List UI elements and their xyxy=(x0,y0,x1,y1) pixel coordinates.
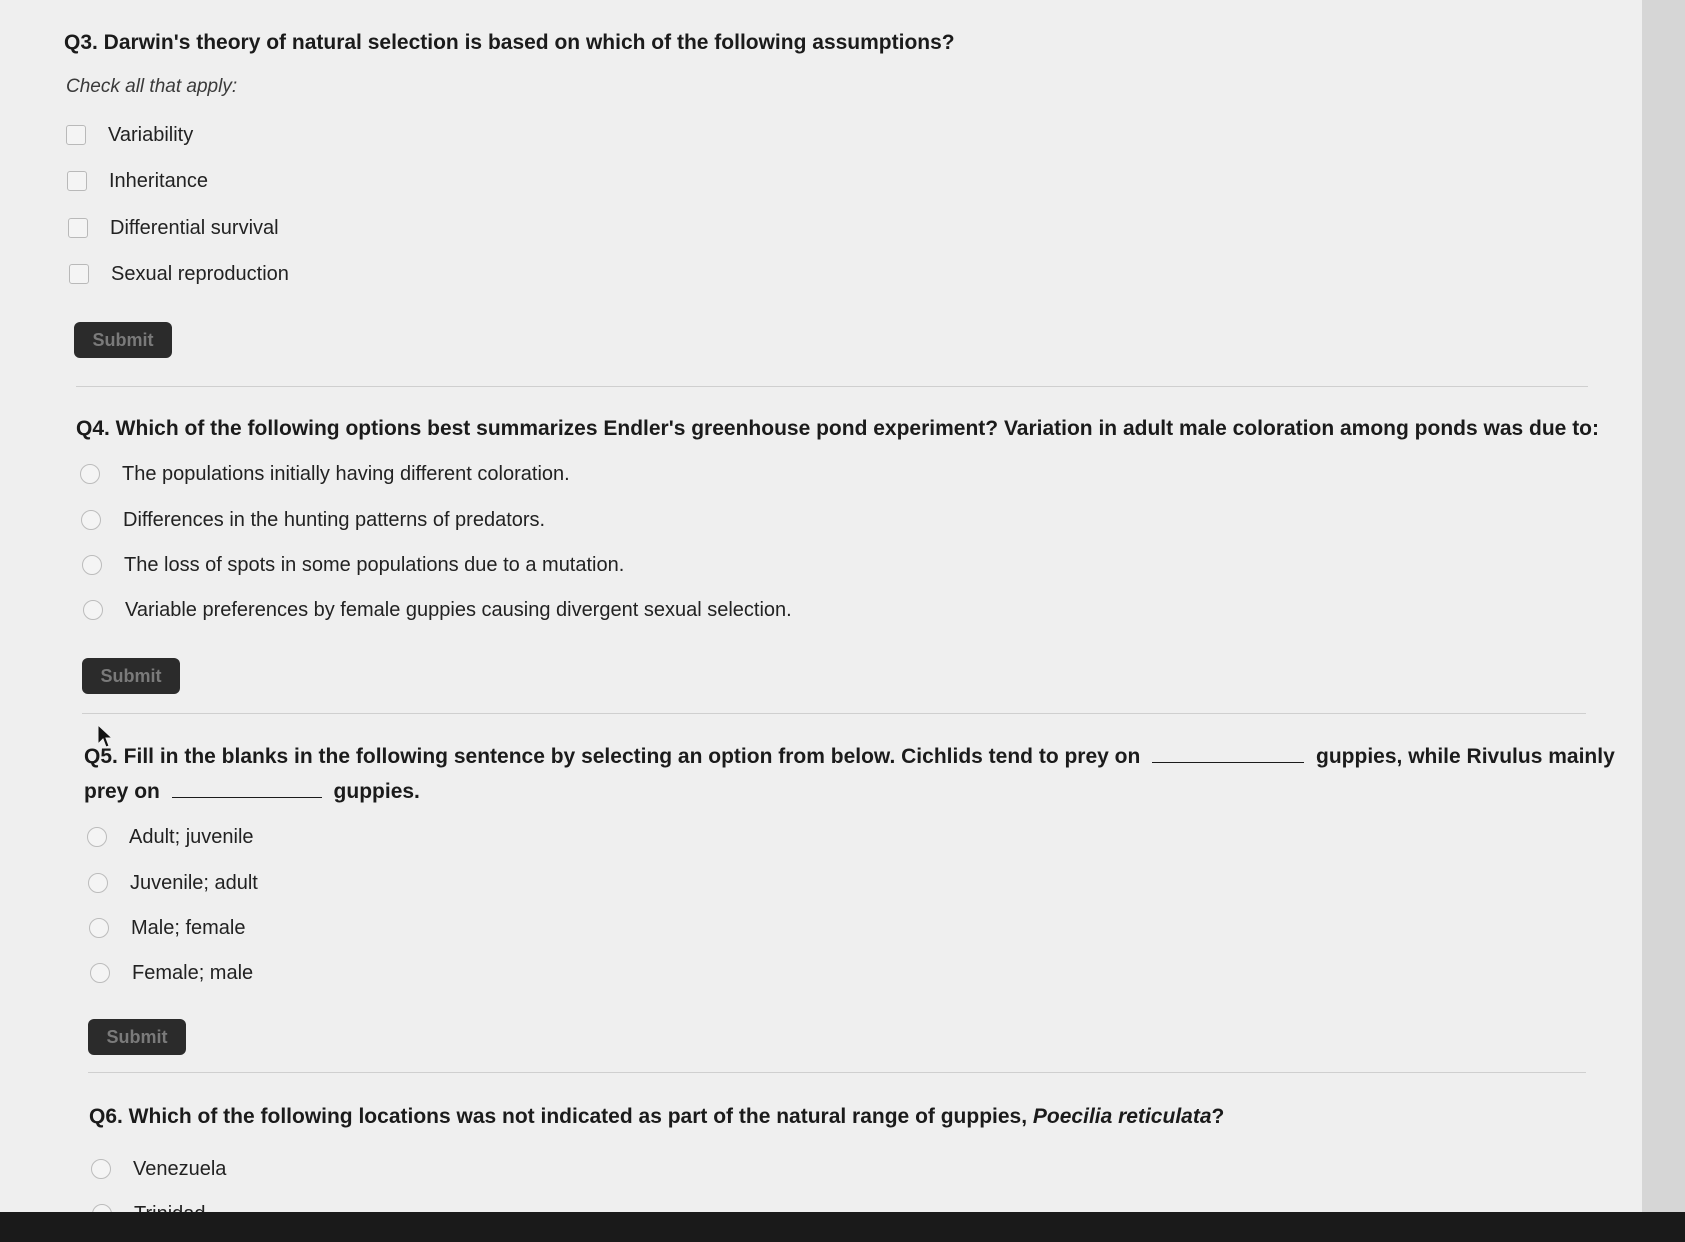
submit-button-q4[interactable]: Submit xyxy=(82,658,180,694)
question-text: Q5. Fill in the blanks in the following sentence by selecting an option from below. Cichlids tend to prey on xyxy=(84,745,1141,768)
radio-option-venezuela[interactable] xyxy=(91,1154,226,1184)
divider xyxy=(82,713,1586,714)
radio-button[interactable] xyxy=(82,555,102,575)
question-title: Q4. Which of the following options best summarizes Endler's greenhouse pond experiment? Variation in adult male coloration among ponds was due to: xyxy=(76,417,1600,440)
question-title-line-1 xyxy=(84,740,1615,774)
checkbox-option-variability[interactable] xyxy=(66,120,193,150)
radio-button[interactable] xyxy=(83,600,103,620)
divider xyxy=(88,1072,1586,1073)
option-label: The loss of spots in some populations due to a mutation. xyxy=(124,553,625,576)
radio-button[interactable] xyxy=(88,873,108,893)
question-title-line-2 xyxy=(84,775,420,809)
checkbox-option-sexual-reproduction[interactable] xyxy=(69,259,289,289)
radio-button[interactable] xyxy=(80,464,100,484)
question-title: Q3. Darwin's theory of natural selection is based on which of the following assumptions? xyxy=(64,31,955,54)
radio-button[interactable] xyxy=(91,1159,111,1179)
checkbox-option-differential-survival[interactable] xyxy=(68,213,279,243)
instruction-text: Check all that apply: xyxy=(66,76,238,97)
radio-option-hunting-patterns[interactable] xyxy=(81,505,545,535)
radio-button[interactable] xyxy=(89,918,109,938)
option-label: Sexual reproduction xyxy=(111,262,289,285)
radio-option-male-female[interactable] xyxy=(89,913,246,943)
question-text: guppies, while Rivulus mainly xyxy=(1316,745,1615,768)
radio-option-female-male[interactable] xyxy=(90,958,253,988)
checkbox-option-inheritance[interactable] xyxy=(67,166,208,196)
option-label: Variable preferences by female guppies causing divergent sexual selection. xyxy=(125,598,792,621)
submit-button-q5[interactable]: Submit xyxy=(88,1019,186,1055)
option-label: Adult; juvenile xyxy=(129,825,254,848)
option-label: Differential survival xyxy=(110,216,279,239)
option-label: Female; male xyxy=(132,961,254,984)
checkbox[interactable] xyxy=(68,218,88,238)
radio-option-initial-coloration[interactable] xyxy=(80,459,570,489)
screen-bezel xyxy=(0,1212,1685,1242)
checkbox[interactable] xyxy=(66,125,86,145)
option-label: Differences in the hunting patterns of predators. xyxy=(123,508,546,531)
radio-option-adult-juvenile[interactable] xyxy=(87,822,254,852)
radio-button[interactable] xyxy=(90,963,110,983)
radio-button[interactable] xyxy=(81,510,101,530)
checkbox[interactable] xyxy=(69,264,89,284)
radio-option-juvenile-adult[interactable] xyxy=(88,868,258,898)
radio-option-loss-of-spots[interactable] xyxy=(82,550,624,580)
question-mark: ? xyxy=(1211,1105,1225,1128)
radio-button[interactable] xyxy=(87,827,107,847)
screen-edge xyxy=(1642,0,1685,1212)
option-label: Inheritance xyxy=(109,169,208,192)
answer-blank-1 xyxy=(1152,742,1304,763)
species-name: Poecilia reticulata xyxy=(1032,1105,1212,1128)
divider xyxy=(76,386,1588,387)
submit-button-q3[interactable]: Submit xyxy=(74,322,172,358)
checkbox[interactable] xyxy=(67,171,87,191)
option-label: Juvenile; adult xyxy=(130,871,258,894)
question-text: guppies. xyxy=(333,780,420,803)
question-text: Q6. Which of the following locations was not indicated as part of the natural range of guppies, xyxy=(89,1105,1028,1128)
answer-blank-2 xyxy=(172,777,322,798)
radio-option-female-preferences[interactable] xyxy=(83,595,792,625)
option-label: The populations initially having different coloration. xyxy=(122,462,570,485)
option-label: Male; female xyxy=(131,916,246,939)
option-label: Variability xyxy=(108,123,194,146)
question-title xyxy=(89,1100,1224,1134)
question-text: prey on xyxy=(84,780,160,803)
option-label: Venezuela xyxy=(133,1157,227,1180)
